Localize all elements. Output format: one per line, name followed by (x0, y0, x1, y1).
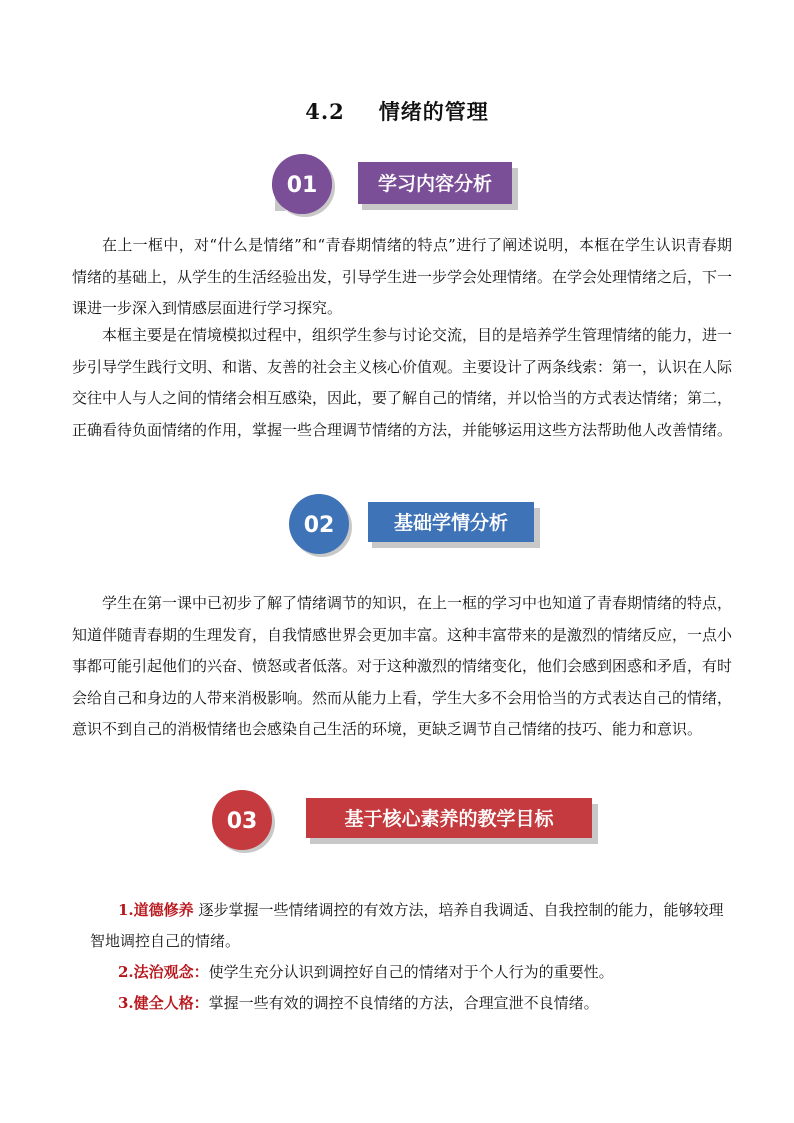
badge-graphic-02 (286, 490, 546, 556)
badge-label-03: 基于核心素养的教学目标 (344, 808, 554, 830)
goal-label-2: 2.法治观念： (118, 963, 209, 981)
goal-text-3: 掌握一些有效的调控不良情绪的方法，合理宣泄不良情绪。 (208, 994, 599, 1012)
title-text: 情绪的管理 (378, 99, 489, 124)
content-analysis-paragraph-2: 本框主要是在情境模拟过程中，组织学生参与讨论交流，目的是培养学生管理情绪的能力，进一步引导学生践行文明、和谐、友善的社会主义核心价值观。主要设计了两条线索：第一，认识在人际交往中人与人之间的情绪会相互感染，因此，要了解自己的情绪，并以恰当的方式表达情绪；第二，正确看待负面情绪的作用，掌握一些合理调节情绪的方法，并能够运用这些方法帮助他人改善情绪。 (72, 326, 733, 439)
badge-graphic-03 (210, 786, 600, 852)
goal-text-1: 逐步掌握一些情绪调控的有效方法，培养自我调适、自我控制的能力，能够较理智地调控自己的情绪。 (90, 901, 724, 950)
goal-label-3: 3.健全人格： (118, 994, 209, 1012)
goal-text-2: 使学生充分认识到调控好自己的情绪对于个人行为的重要性。 (208, 963, 614, 981)
goal-item-3 (118, 988, 730, 1019)
page-title (0, 96, 794, 126)
section-badge-03 (210, 786, 600, 852)
goal-label-1: 1.道德修养 (118, 901, 194, 919)
section-badge-01 (270, 150, 520, 216)
goal-item-1 (90, 895, 730, 957)
section-number: 4.2 (305, 99, 345, 124)
section-badge-02 (286, 490, 546, 556)
learner-analysis-paragraph: 学生在第一课中已初步了解了情绪调节的知识，在上一框的学习中也知道了青春期情绪的特点，知道伴随青春期的生理发育，自我情感世界会更加丰富。这种丰富带来的是激烈的情绪反应，一点小事都可能引起他们的兴奋、愤怒或者低落。对于这种激烈的情绪变化，他们会感到困惑和矛盾，有时会给自己和身边的人带来消极影响。然而从能力上看，学生大多不会用恰当的方式表达自己的情绪，意识不到自己的消极情绪也会感染自己生活的环境，更缺乏调节自己情绪的技巧、能力和意识。 (72, 594, 733, 738)
badge-number-02: 02 (303, 513, 335, 538)
badge-graphic-01 (270, 150, 520, 216)
badge-label-02: 基础学情分析 (393, 512, 509, 534)
badge-number-01: 01 (286, 173, 318, 198)
badge-label-01: 学习内容分析 (377, 173, 493, 195)
content-analysis-paragraph-1: 在上一框中，对“什么是情绪”和“青春期情绪的特点”进行了阐述说明，本框在学生认识青春期情绪的基础上，从学生的生活经验出发，引导学生进一步学会处理情绪。在学会处理情绪之后，下一课进一步深入到情感层面进行学习探究。 (72, 236, 733, 317)
badge-number-03: 03 (226, 809, 258, 834)
goal-item-2 (118, 957, 730, 988)
